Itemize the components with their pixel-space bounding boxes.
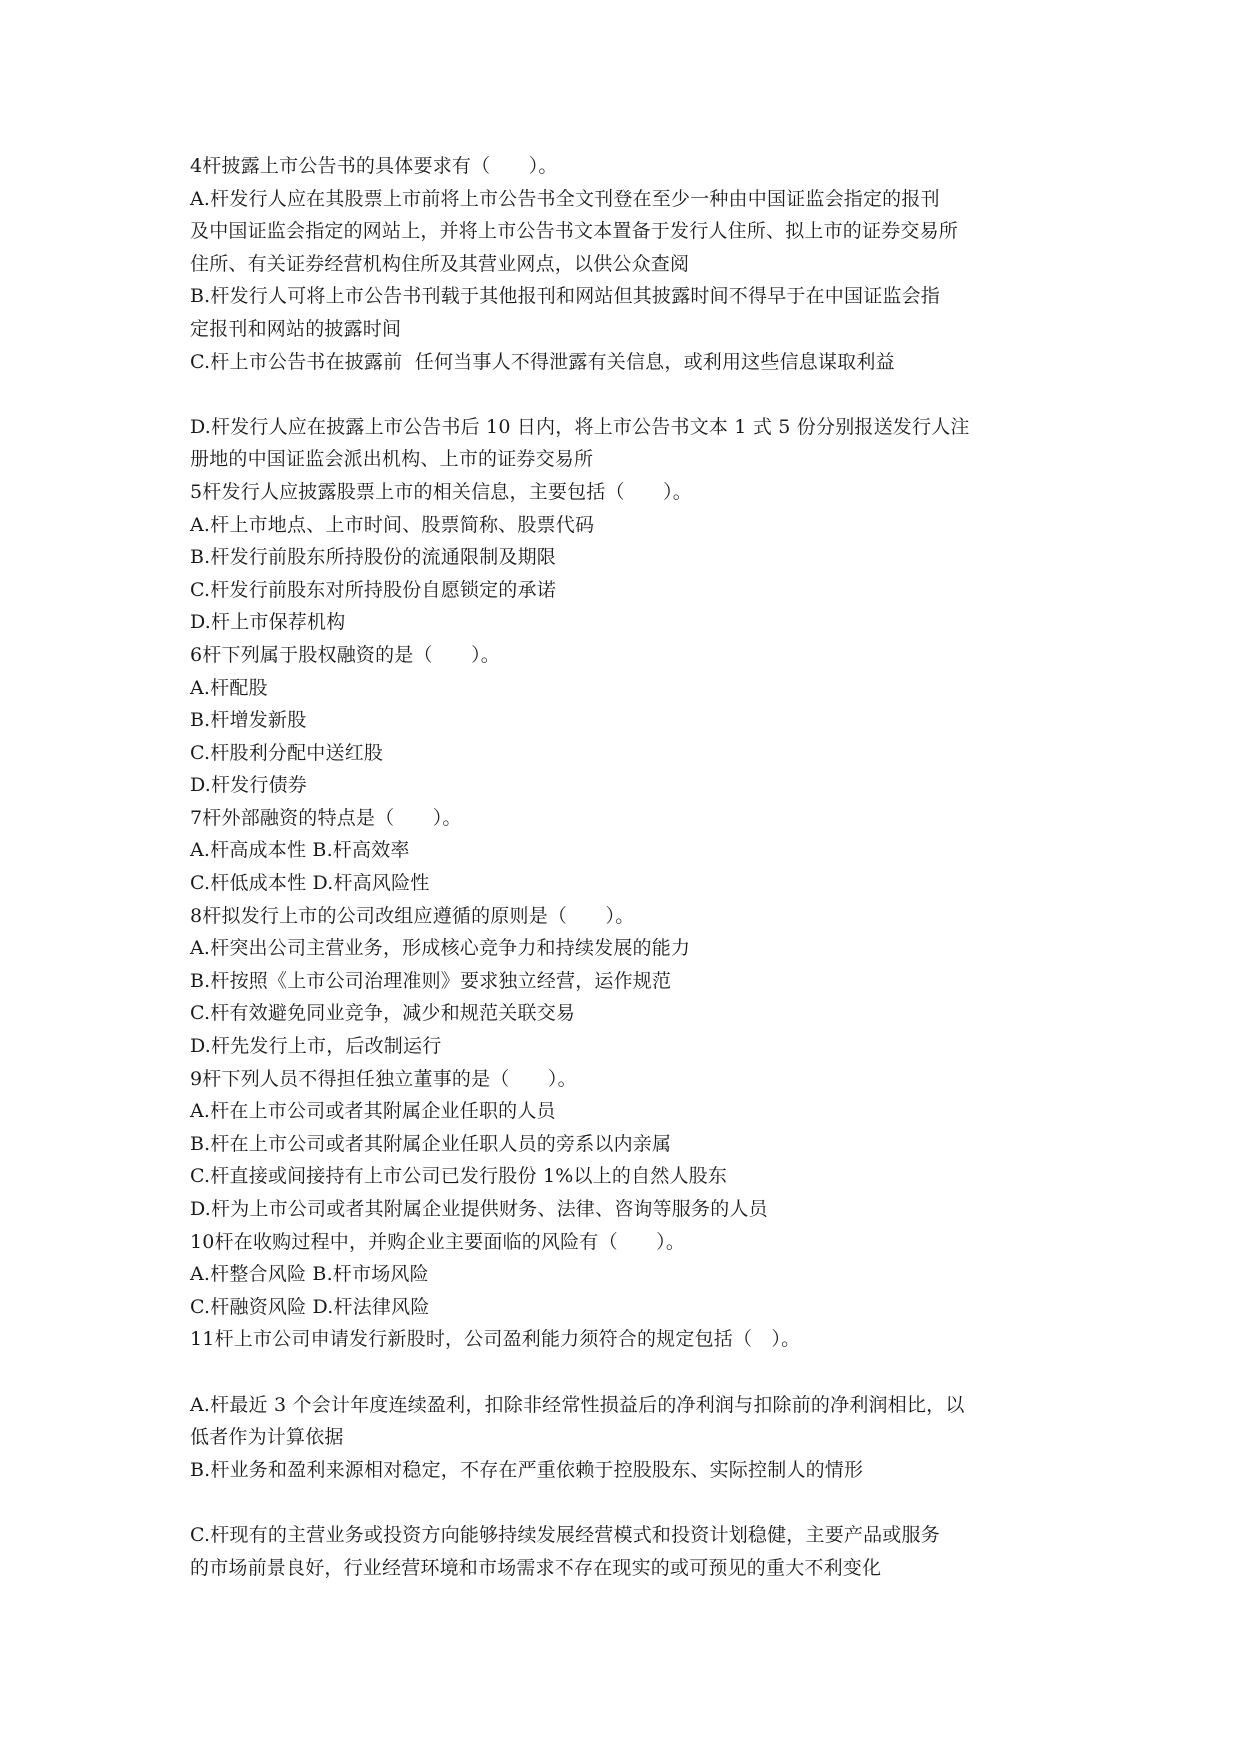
text-line: A.杆高成本性 B.杆高效率 (190, 839, 410, 862)
blank-line (190, 378, 1060, 411)
text-line: 7杆外部融资的特点是（ ）。 (190, 806, 462, 829)
text-line: B.杆发行前股东所持股份的流通限制及期限 (190, 546, 557, 569)
text-line: A.杆上市地点、上市时间、股票简称、股票代码 (190, 513, 595, 536)
text-line: D.杆发行人应在披露上市公告书后 10 日内，将上市公告书文本 1 式 5 份分别报送发行人注 (190, 415, 970, 438)
text-line: 的市场前景良好，行业经营环境和市场需求不存在现实的或可预见的重大不利变化 (190, 1556, 882, 1579)
text-line: D.杆先发行上市，后改制运行 (190, 1035, 442, 1058)
document-page (190, 150, 1060, 1584)
text-line: D.杆为上市公司或者其附属企业提供财务、法律、咨询等服务的人员 (190, 1198, 768, 1220)
text-line: 6杆下列属于股权融资的是（ ）。 (190, 643, 500, 666)
text-line: D.杆上市保荐机构 (190, 611, 346, 634)
text-line: C.杆融资风险 D.杆法律风险 (190, 1295, 430, 1318)
text-line: 5杆发行人应披露股票上市的相关信息，主要包括（ ）。 (190, 480, 692, 503)
text-line: 及中国证监会指定的网站上，并将上市公告书文本置备于发行人住所、拟上市的证券交易所 (190, 220, 959, 243)
text-line: A.杆在上市公司或者其附属企业任职的人员 (190, 1100, 556, 1123)
text-line: 册地的中国证监会派出机构、上市的证券交易所 (190, 448, 594, 471)
text-line: C.杆股利分配中送红股 (190, 741, 384, 764)
text-line: 定报刊和网站的披露时间 (190, 317, 402, 340)
text-line: 9杆下列人员不得担任独立董事的是（ ）。 (190, 1067, 577, 1090)
text-line: 8杆拟发行上市的公司改组应遵循的原则是（ ）。 (190, 904, 635, 927)
blank-line (190, 1356, 1060, 1389)
text-line: C.杆上市公告书在披露前 任何当事人不得泄露有关信息，或利用这些信息谋取利益 (190, 350, 895, 373)
text-line: B.杆发行人可将上市公告书刊载于其他报刊和网站但其披露时间不得早于在中国证监会指 (190, 285, 941, 308)
text-line: B.杆业务和盈利来源相对稳定，不存在严重依赖于控股股东、实际控制人的情形 (190, 1458, 864, 1481)
text-line: C.杆有效避免同业竞争，减少和规范关联交易 (190, 1002, 576, 1025)
text-line: A.杆发行人应在其股票上市前将上市公告书全文刊登在至少一种由中国证监会指定的报刊 (190, 187, 940, 210)
text-line: C.杆直接或间接持有上市公司已发行股份 1%以上的自然人股东 (190, 1165, 728, 1188)
text-line: B.杆按照《上市公司治理准则》要求独立经营，运作规范 (190, 969, 672, 992)
text-line: 低者作为计算依据 (190, 1426, 344, 1449)
text-line: C.杆发行前股东对所持股份自愿锁定的承诺 (190, 578, 556, 601)
text-line: B.杆在上市公司或者其附属企业任职人员的旁系以内亲属 (190, 1132, 672, 1155)
blank-line (190, 1486, 1060, 1519)
text-line: A.杆最近 3 个会计年度连续盈利，扣除非经常性损益后的净利润与扣除前的净利润相比，以 (190, 1393, 965, 1416)
text-line: 住所、有关证券经营机构住所及其营业网点，以供公众查阅 (190, 252, 690, 275)
text-line: 10杆在收购过程中，并购企业主要面临的风险有（ ）。 (190, 1230, 686, 1253)
text-line: C.杆现有的主营业务或投资方向能够持续发展经营模式和投资计划稳健，主要产品或服务 (190, 1523, 940, 1546)
text-line: C.杆低成本性 D.杆高风险性 (190, 872, 430, 895)
text-line: B.杆增发新股 (190, 709, 307, 732)
text-line: A.杆配股 (190, 676, 268, 699)
text-line: D.杆发行债券 (190, 774, 307, 797)
text-line: 4杆披露上市公告书的具体要求有（ ）。 (190, 155, 558, 177)
text-line: A.杆突出公司主营业务，形成核心竞争力和持续发展的能力 (190, 937, 691, 960)
text-line: A.杆整合风险 B.杆市场风险 (190, 1263, 429, 1286)
text-line: 11杆上市公司申请发行新股时，公司盈利能力须符合的规定包括（ ）。 (190, 1328, 801, 1351)
